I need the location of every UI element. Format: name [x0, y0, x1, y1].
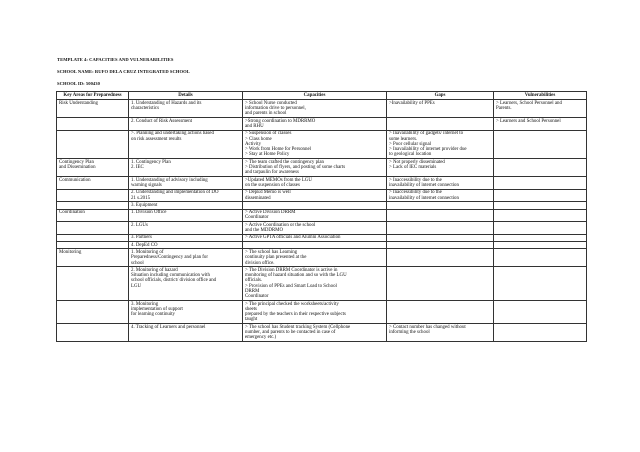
- cell-text-line: Coordinator: [245, 215, 269, 221]
- table-row: [57, 100, 587, 118]
- cell-text-line: and Dissemination: [59, 165, 96, 171]
- col-header-vulnerabilities: Vulnerabilities: [494, 92, 587, 100]
- cell-details: [129, 100, 243, 118]
- cell-gaps: [387, 118, 494, 131]
- cell-gaps: [387, 301, 494, 324]
- cell-gaps: [387, 130, 494, 158]
- cell-area: [57, 249, 129, 267]
- cell-text-line: 21 s.2015: [131, 195, 151, 201]
- cell-text-line: characteristics: [131, 106, 159, 112]
- table-row: [57, 249, 587, 267]
- cell-gaps: [387, 267, 494, 301]
- cell-text-line: on the suspension of classes: [245, 182, 300, 188]
- cell-vulnerabilities: [494, 209, 587, 222]
- cell-area: [57, 159, 129, 177]
- cell-details: [129, 202, 243, 209]
- cell-area: [57, 222, 129, 235]
- table-header-row: [57, 92, 587, 100]
- cell-capacities: [243, 301, 387, 324]
- cell-text-line: > Learners and School Personnel: [496, 118, 561, 124]
- cell-text-line: disseminated: [245, 195, 271, 201]
- cell-text-line: > Provision of PPEs and Smart Load to School: [245, 283, 337, 289]
- cell-vulnerabilities: [494, 267, 587, 301]
- table-row: [57, 177, 587, 190]
- cell-text-line: inavailability of internet connection: [389, 195, 459, 201]
- cell-details: [129, 222, 243, 235]
- cell-text-line: Contingency Plan: [59, 159, 94, 165]
- cell-capacities: [243, 202, 387, 209]
- cell-area: [57, 324, 129, 342]
- cell-text-line: Parents.: [496, 106, 512, 112]
- cell-text-line: > The principal checked the worksheets/activity: [245, 301, 339, 307]
- cell-text-line: informing the school: [389, 330, 430, 336]
- cell-gaps: [387, 159, 494, 177]
- cell-vulnerabilities: [494, 301, 587, 324]
- cell-text-line: 1. Division Office: [131, 210, 167, 216]
- cell-text-line: 3. Equipment: [131, 202, 158, 208]
- cell-text-line: DRRM: [245, 289, 260, 294]
- cell-gaps: [387, 242, 494, 249]
- cell-text-line: > Stay at Home Policy: [245, 152, 290, 158]
- cell-capacities: [243, 177, 387, 190]
- cell-text-line: > Inaccessibility due to the: [389, 190, 442, 196]
- cell-text-line: >Strong coordination to MDRRMO: [245, 118, 316, 124]
- cell-vulnerabilities: [494, 100, 587, 118]
- cell-capacities: [243, 209, 387, 222]
- cell-text-line: > Inavailability of internet provider due: [389, 147, 467, 153]
- table-row: [57, 202, 587, 209]
- cell-text-line: 1. Contingency Plan: [131, 159, 171, 165]
- cell-text-line: prepared by the teachers in their respective subjects: [245, 312, 346, 318]
- cell-area: [57, 202, 129, 209]
- cell-capacities: [243, 159, 387, 177]
- cell-text-line: school officials, district/ division office and: [131, 278, 217, 284]
- cell-gaps: [387, 324, 494, 342]
- cell-text-line: sheets: [245, 306, 257, 312]
- cell-text-line: 2. IEC: [131, 165, 144, 171]
- cell-capacities: [243, 242, 387, 249]
- cell-area: [57, 209, 129, 222]
- cell-area: [57, 100, 129, 118]
- table-row: [57, 301, 587, 324]
- cell-area: [57, 242, 129, 249]
- cell-text-line: 2. Conduct of Risk Assessment: [131, 118, 192, 124]
- cell-text-line: 3. Partners: [131, 235, 152, 241]
- cell-text-line: monitoring of hazard situation and so with the LGU: [245, 273, 347, 279]
- cell-text-line: information drive to personnel,: [245, 106, 306, 112]
- cell-area: [57, 189, 129, 202]
- cell-text-line: > The team crafted the contingency plan: [245, 159, 324, 165]
- cell-vulnerabilities: [494, 242, 587, 249]
- cell-text-line: school: [131, 260, 144, 266]
- cell-text-line: > Class home: [245, 136, 272, 142]
- cell-text-line: > The Division DRRM Coordinator is active in: [245, 267, 338, 273]
- cell-details: [129, 130, 243, 158]
- cell-gaps: [387, 234, 494, 241]
- cell-text-line: Situation including communication with: [131, 273, 210, 279]
- cell-details: [129, 242, 243, 249]
- cell-vulnerabilities: [494, 249, 587, 267]
- cell-vulnerabilities: [494, 159, 587, 177]
- table-row: [57, 222, 587, 235]
- cell-capacities: [243, 249, 387, 267]
- cell-text-line: >Updated MEMOs from the LGU: [245, 177, 312, 183]
- table-row: [57, 130, 587, 158]
- cell-text-line: on risk assessment results: [131, 136, 182, 142]
- cell-capacities: [243, 118, 387, 131]
- cell-details: [129, 301, 243, 324]
- cell-text-line: 4. DepEd CO: [131, 242, 158, 248]
- cell-text-line: LGU: [131, 283, 142, 289]
- cell-text-line: >. Planning and undertaking actions based: [131, 131, 214, 137]
- cell-capacities: [243, 222, 387, 235]
- cell-text-line: some learners.: [389, 136, 418, 142]
- cell-text-line: 1. Understanding of Hazards and its: [131, 100, 202, 106]
- cell-text-line: >Inavailability of PPEs: [389, 100, 435, 106]
- cell-text-line: > Inavailability of gadgets/ internet to: [389, 131, 464, 137]
- cell-text-line: > DepEd Memo is well: [245, 190, 291, 196]
- cell-gaps: [387, 209, 494, 222]
- cell-text-line: Coordination: [59, 210, 85, 216]
- cell-text-line: > Lack of IEC materials: [389, 165, 437, 171]
- cell-text-line: and the MDDRMO: [245, 228, 284, 234]
- table-body: [57, 100, 587, 342]
- cell-text-line: officials.: [245, 278, 263, 284]
- cell-text-line: > Active Division DRRM: [245, 210, 296, 216]
- cell-vulnerabilities: [494, 118, 587, 131]
- cell-details: [129, 234, 243, 241]
- cell-text-line: number, and parents to be contacted in case of: [245, 330, 336, 336]
- cell-text-line: Communication: [59, 177, 91, 183]
- cell-vulnerabilities: [494, 130, 587, 158]
- cell-text-line: > Poor cellular signal: [389, 141, 432, 147]
- col-header-gaps: Gaps: [387, 92, 494, 100]
- col-header-capacities: Capacities: [243, 92, 387, 100]
- cell-text-line: 3. Monitoring: [131, 301, 159, 307]
- cell-capacities: [243, 189, 387, 202]
- cell-text-line: 2. Understanding and implementation of DO: [131, 190, 219, 196]
- cell-area: [57, 177, 129, 190]
- cell-text-line: warning signals: [131, 182, 162, 188]
- cell-text-line: to geological location: [389, 152, 432, 158]
- cell-area: [57, 118, 129, 131]
- cell-vulnerabilities: [494, 222, 587, 235]
- cell-text-line: 1. Understanding of advisory including: [131, 177, 208, 183]
- cell-capacities: [243, 267, 387, 301]
- cell-text-line: Activity: [245, 141, 262, 147]
- school-name: SCHOOL NAME: RUFO DELA CRUZ INTEGRATED SCHOOL: [57, 69, 190, 74]
- cell-text-line: > Active Coordination or the school: [245, 222, 316, 228]
- col-header-key-areas: Key Areas for Preparedness: [57, 92, 129, 100]
- cell-text-line: > Suspension of classes: [245, 131, 292, 137]
- cell-details: [129, 209, 243, 222]
- cell-text-line: continuity plan presented at the: [245, 255, 307, 261]
- cell-gaps: [387, 222, 494, 235]
- cell-details: [129, 324, 243, 342]
- cell-vulnerabilities: [494, 324, 587, 342]
- cell-text-line: 2. Monitoring of hazard: [131, 267, 178, 273]
- cell-text-line: > Contact number has changed without: [389, 324, 466, 330]
- table-row: [57, 267, 587, 301]
- table-row: [57, 324, 587, 342]
- cell-text-line: Risk Understanding: [59, 100, 98, 106]
- cell-vulnerabilities: [494, 234, 587, 241]
- cell-text-line: 1. Monitoring of: [131, 249, 164, 255]
- cell-capacities: [243, 100, 387, 118]
- cell-gaps: [387, 100, 494, 118]
- table-row: [57, 118, 587, 131]
- cell-area: [57, 234, 129, 241]
- cell-capacities: [243, 234, 387, 241]
- cell-text-line: implementation of support: [131, 306, 183, 312]
- cell-details: [129, 267, 243, 301]
- cell-text-line: for learning continuity: [131, 312, 176, 318]
- cell-text-line: > Work from Home for Personnel: [245, 147, 311, 153]
- cell-text-line: taught: [245, 317, 258, 323]
- cell-text-line: and RHU: [245, 123, 264, 129]
- cell-text-line: > Active GPTA officials and Alumni Association: [245, 235, 341, 241]
- cell-details: [129, 177, 243, 190]
- cell-gaps: [387, 249, 494, 267]
- cell-text-line: > Inaccessibility due to the: [389, 177, 442, 183]
- cell-text-line: emergency etc.): [245, 335, 277, 341]
- cell-gaps: [387, 202, 494, 209]
- cell-text-line: > School Nurse conducted: [245, 100, 297, 106]
- cell-text-line: and tarpaulin for awareness: [245, 170, 299, 176]
- cell-text-line: inavailability of internet connection: [389, 182, 459, 188]
- col-header-details: Details: [129, 92, 243, 100]
- cell-text-line: > The school has Student tracking System (Cellphone: [245, 324, 351, 330]
- table-row: [57, 234, 587, 241]
- cell-gaps: [387, 177, 494, 190]
- cell-vulnerabilities: [494, 177, 587, 190]
- cell-text-line: Preparedness/Contingency and plan for: [131, 255, 209, 261]
- cell-text-line: Coordinator: [245, 294, 269, 300]
- cell-text-line: > Distribution of flyers, and posting of some charts: [245, 165, 346, 171]
- cell-text-line: Monitoring: [59, 249, 82, 255]
- cell-details: [129, 118, 243, 131]
- cell-capacities: [243, 130, 387, 158]
- cell-details: [129, 159, 243, 177]
- cell-area: [57, 130, 129, 158]
- cell-text-line: division office.: [245, 260, 275, 266]
- cell-vulnerabilities: [494, 202, 587, 209]
- cell-text-line: > Learners, School Personnel and: [496, 100, 562, 106]
- cell-details: [129, 249, 243, 267]
- table-row: [57, 209, 587, 222]
- cell-area: [57, 267, 129, 301]
- template-title: TEMPLATE 4: CAPACITIES AND VULNERABILITIES: [57, 57, 174, 62]
- table-row: [57, 242, 587, 249]
- cell-text-line: and parents in school: [245, 111, 287, 117]
- cell-vulnerabilities: [494, 189, 587, 202]
- cell-text-line: 4. Tracking of Learners and personnel: [131, 324, 206, 330]
- school-id: SCHOOL ID: 500430: [57, 81, 100, 86]
- table-row: [57, 189, 587, 202]
- table-row: [57, 159, 587, 177]
- cell-capacities: [243, 324, 387, 342]
- cell-area: [57, 301, 129, 324]
- cell-text-line: > The school has Learning: [245, 249, 298, 255]
- capacities-vulnerabilities-table: [56, 91, 587, 342]
- cell-text-line: 2. LGUs: [131, 222, 148, 228]
- cell-details: [129, 189, 243, 202]
- cell-gaps: [387, 189, 494, 202]
- cell-text-line: > Not properly disseminated: [389, 159, 445, 165]
